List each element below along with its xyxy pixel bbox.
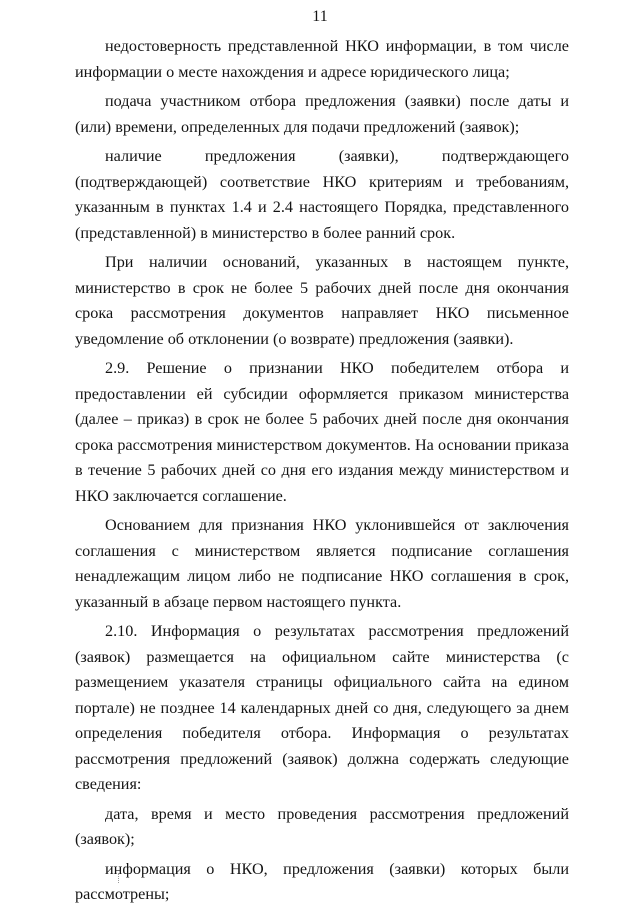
paragraph-evasion-grounds: Основанием для признания НКО уклонившейся от заключения соглашения с министерством является подписание соглашения ненадлежащим лицом либо не подписание НКО соглашения в срок, указанный в абзаце первом настоящего пункта.	[75, 516, 569, 611]
scan-speck	[118, 873, 121, 883]
paragraph-section-2-9: 2.9. Решение о признании НКО победителем отбора и предоставлении ей субсидии оформляется приказом министерства (далее – приказ) в срок не более 5 рабочих дней после дня окончания срока рассмотрения министерством документов. На основании приказа в течение 5 рабочих дней со дня его издания между министерством и НКО заключается соглашение.	[75, 359, 569, 505]
paragraph-nko-info: информация о НКО, предложения (заявки) которых были рассмотрены;	[75, 859, 569, 903]
paragraph-earlier-submission: наличие предложения (заявки), подтверждающего (подтверждающей) соответствие НКО критериям и требованиям, указанным в пунктах 1.4 и 2.4 настоящего Порядка, представленного (представленной) в министерство в более ранний срок.	[75, 147, 569, 242]
page-number: 11	[312, 8, 328, 25]
paragraph-late-submission: подача участником отбора предложения (заявки) после даты и (или) времени, определенных для подачи предложений (заявок);	[75, 92, 569, 136]
document-body	[75, 34, 569, 908]
paragraph-section-2-10: 2.10. Информация о результатах рассмотрения предложений (заявок) размещается на официальном сайте министерства (с размещением указателя страницы официального сайта на едином портале) не позднее 14 календарных дней со дня, следующего за днем определения победителя отбора. Информация о результатах рассмотрения предложений (заявок) должна содержать следующие сведения:	[75, 622, 569, 793]
paragraph-date-time-place: дата, время и место проведения рассмотрения предложений (заявок);	[75, 804, 569, 848]
paragraph-unreliable-info: недостоверность представленной НКО информации, в том числе информации о месте нахождения и адресе юридического лица;	[75, 37, 569, 81]
paragraph-rejection-notice: При наличии оснований, указанных в настоящем пункте, министерство в срок не более 5 рабочих дней после дня окончания срока рассмотрения документов направляет НКО письменное уведомление об отклонении (о возврате) предложения (заявки).	[75, 253, 569, 348]
